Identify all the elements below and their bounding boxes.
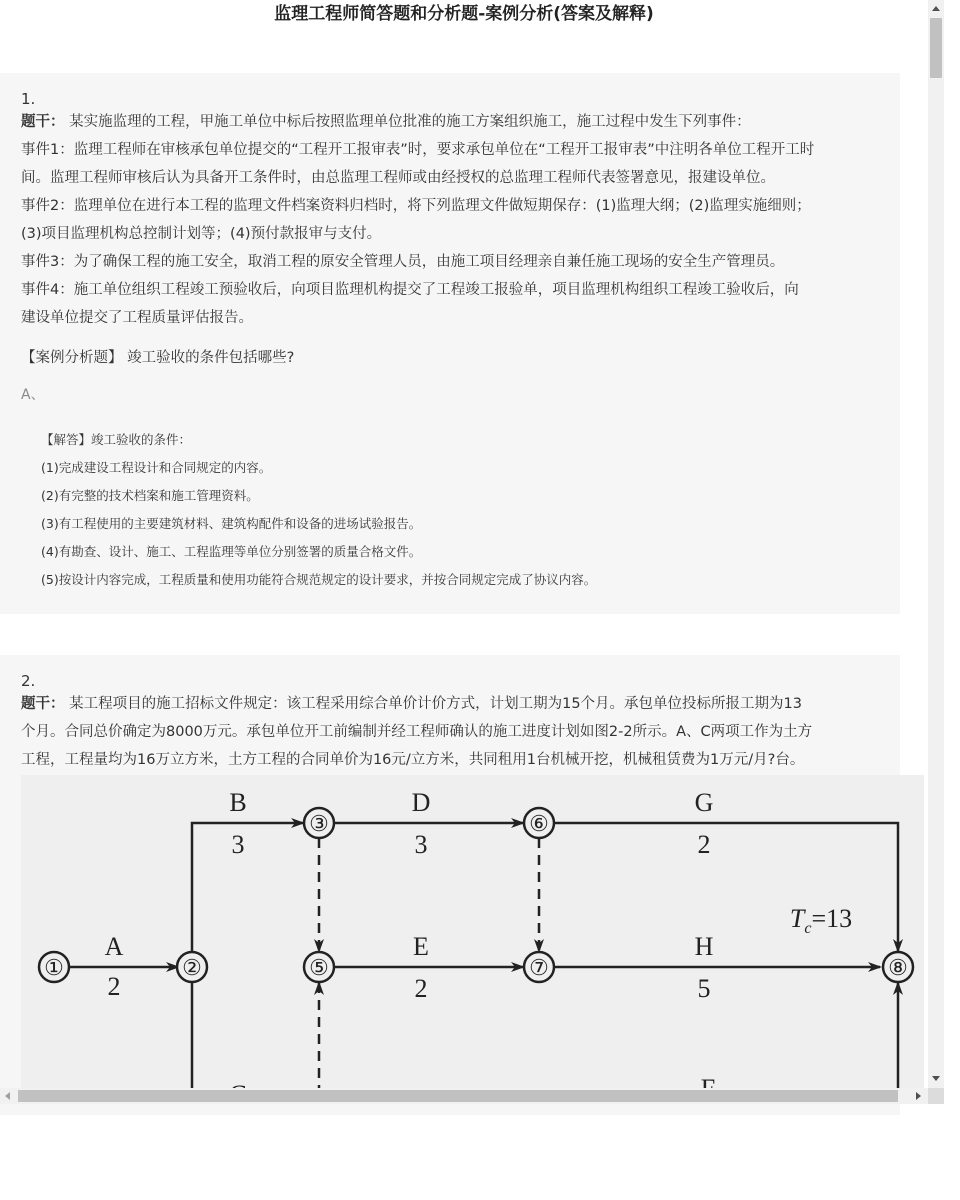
scroll-right-icon[interactable] xyxy=(916,1092,921,1100)
vertical-scrollbar[interactable] xyxy=(928,0,944,1088)
answer-line: (5)按设计内容完成，工程质量和使用功能符合规范规定的设计要求，并按合同规定完成了协议内容。 xyxy=(41,572,597,587)
activity-name-d: D xyxy=(411,788,431,817)
answer-line: (2)有完整的技术档案和施工管理资料。 xyxy=(41,488,259,503)
stem-line: 题干： 某工程项目的施工招标文件规定：该工程采用综合单价计价方式，计划工期为15个月。承包单位投标所报工期为13 xyxy=(21,696,803,712)
answer-line: (4)有勘查、设计、施工、工程监理等单位分别签署的质量合格文件。 xyxy=(41,544,422,559)
activity-duration-e: 2 xyxy=(414,974,428,1003)
activity-duration-h: 5 xyxy=(697,974,711,1003)
question-number: 1. xyxy=(21,90,36,108)
stem-line: 事件4：施工单位组织工程竣工预验收后，向项目监理机构提交了工程竣工报验单，项目监理机构组织工程竣工验收后，向 xyxy=(21,282,799,298)
scroll-up-icon[interactable] xyxy=(932,6,940,11)
question-stem xyxy=(21,108,887,332)
node-label-7: ⑦ xyxy=(529,956,549,981)
answer-option[interactable]: A、 xyxy=(21,387,45,403)
question-stem xyxy=(21,690,887,774)
activity-name-b: B xyxy=(229,788,247,817)
stem-line: 间。监理工程师审核后认为具备开工条件时，由总监理工程师或由经授权的总监理工程师代表签署意见，报建设单位。 xyxy=(21,170,775,186)
stem-line: 事件2：监理单位在进行本工程的监理文件档案资料归档时，将下列监理文件做短期保存：(1)监理大纲；(2)监理实施细则； xyxy=(21,198,811,214)
stem-line: 题干： 某实施监理的工程，甲施工单位中标后按照监理单位批准的施工方案组织施工，施工过程中发生下列事件： xyxy=(21,114,751,130)
answer-explanation xyxy=(41,426,881,594)
node-label-6: ⑥ xyxy=(529,812,549,837)
activity-duration-b: 3 xyxy=(231,830,245,859)
activity-name-e: E xyxy=(413,932,429,961)
answer-line: 【解答】竣工验收的条件： xyxy=(41,432,192,447)
activity-duration-a: 2 xyxy=(107,972,121,1001)
stem-line: 事件1：监理工程师在审核承包单位提交的“工程开工报审表”时，要求承包单位在“工程开工报审表”中注明各单位工程开工时 xyxy=(21,142,815,158)
tc-label: $T_c=13$ xyxy=(789,904,853,937)
node-label-8: ⑧ xyxy=(888,956,908,981)
stem-line: 事件3：为了确保工程的施工安全，取消工程的原安全管理人员，由施工项目经理亲自兼任施工现场的安全生产管理员。 xyxy=(21,254,785,270)
node-label-1: ① xyxy=(44,956,64,981)
stem-line: 工程，工程量均为16万立方米，土方工程的合同单价为16元/立方米，共同租用1台机械开挖，机械租赁费为1万元/月?台。 xyxy=(21,752,805,768)
question-card-1 xyxy=(0,73,900,614)
node-label-3: ③ xyxy=(309,812,329,837)
horizontal-scrollbar[interactable] xyxy=(0,1088,928,1104)
answer-line: (3)有工程使用的主要建筑材料、建筑构配件和设备的进场试验报告。 xyxy=(41,516,422,531)
activity-name-g: G xyxy=(694,788,714,817)
scrollbar-corner xyxy=(928,1088,944,1104)
vertical-scroll-thumb[interactable] xyxy=(930,18,942,78)
page-title: 监理工程师简答题和分析题-案例分析(答案及解释) xyxy=(274,4,654,24)
activity-name-h: H xyxy=(694,932,714,961)
answer-line: (1)完成建设工程设计和合同规定的内容。 xyxy=(41,460,272,475)
question-number: 2. xyxy=(21,672,36,690)
scroll-left-icon[interactable] xyxy=(5,1092,10,1100)
activity-duration-g: 2 xyxy=(697,830,711,859)
activity-duration-d: 3 xyxy=(414,830,428,859)
case-question: 【案例分析题】 竣工验收的条件包括哪些? xyxy=(21,350,295,366)
node-label-2: ② xyxy=(182,956,202,981)
network-diagram-svg xyxy=(21,775,924,1095)
stem-line: 建设单位提交了工程质量评估报告。 xyxy=(21,310,253,326)
stem-label: 题干： xyxy=(21,114,65,130)
stem-line: (3)项目监理机构总控制计划等；(4)预付款报审与支付。 xyxy=(21,226,382,242)
node-label-5: ⑤ xyxy=(309,956,329,981)
horizontal-scroll-thumb[interactable] xyxy=(18,1090,898,1102)
activity-name-a: A xyxy=(104,932,124,961)
network-diagram-image xyxy=(21,775,924,1095)
scroll-down-icon[interactable] xyxy=(932,1076,940,1081)
stem-line: 个月。合同总价确定为8000万元。承包单位开工前编制并经工程师确认的施工进度计划如图2-2所示。A、C两项工作为土方 xyxy=(21,724,813,740)
stem-label: 题干： xyxy=(21,696,65,712)
